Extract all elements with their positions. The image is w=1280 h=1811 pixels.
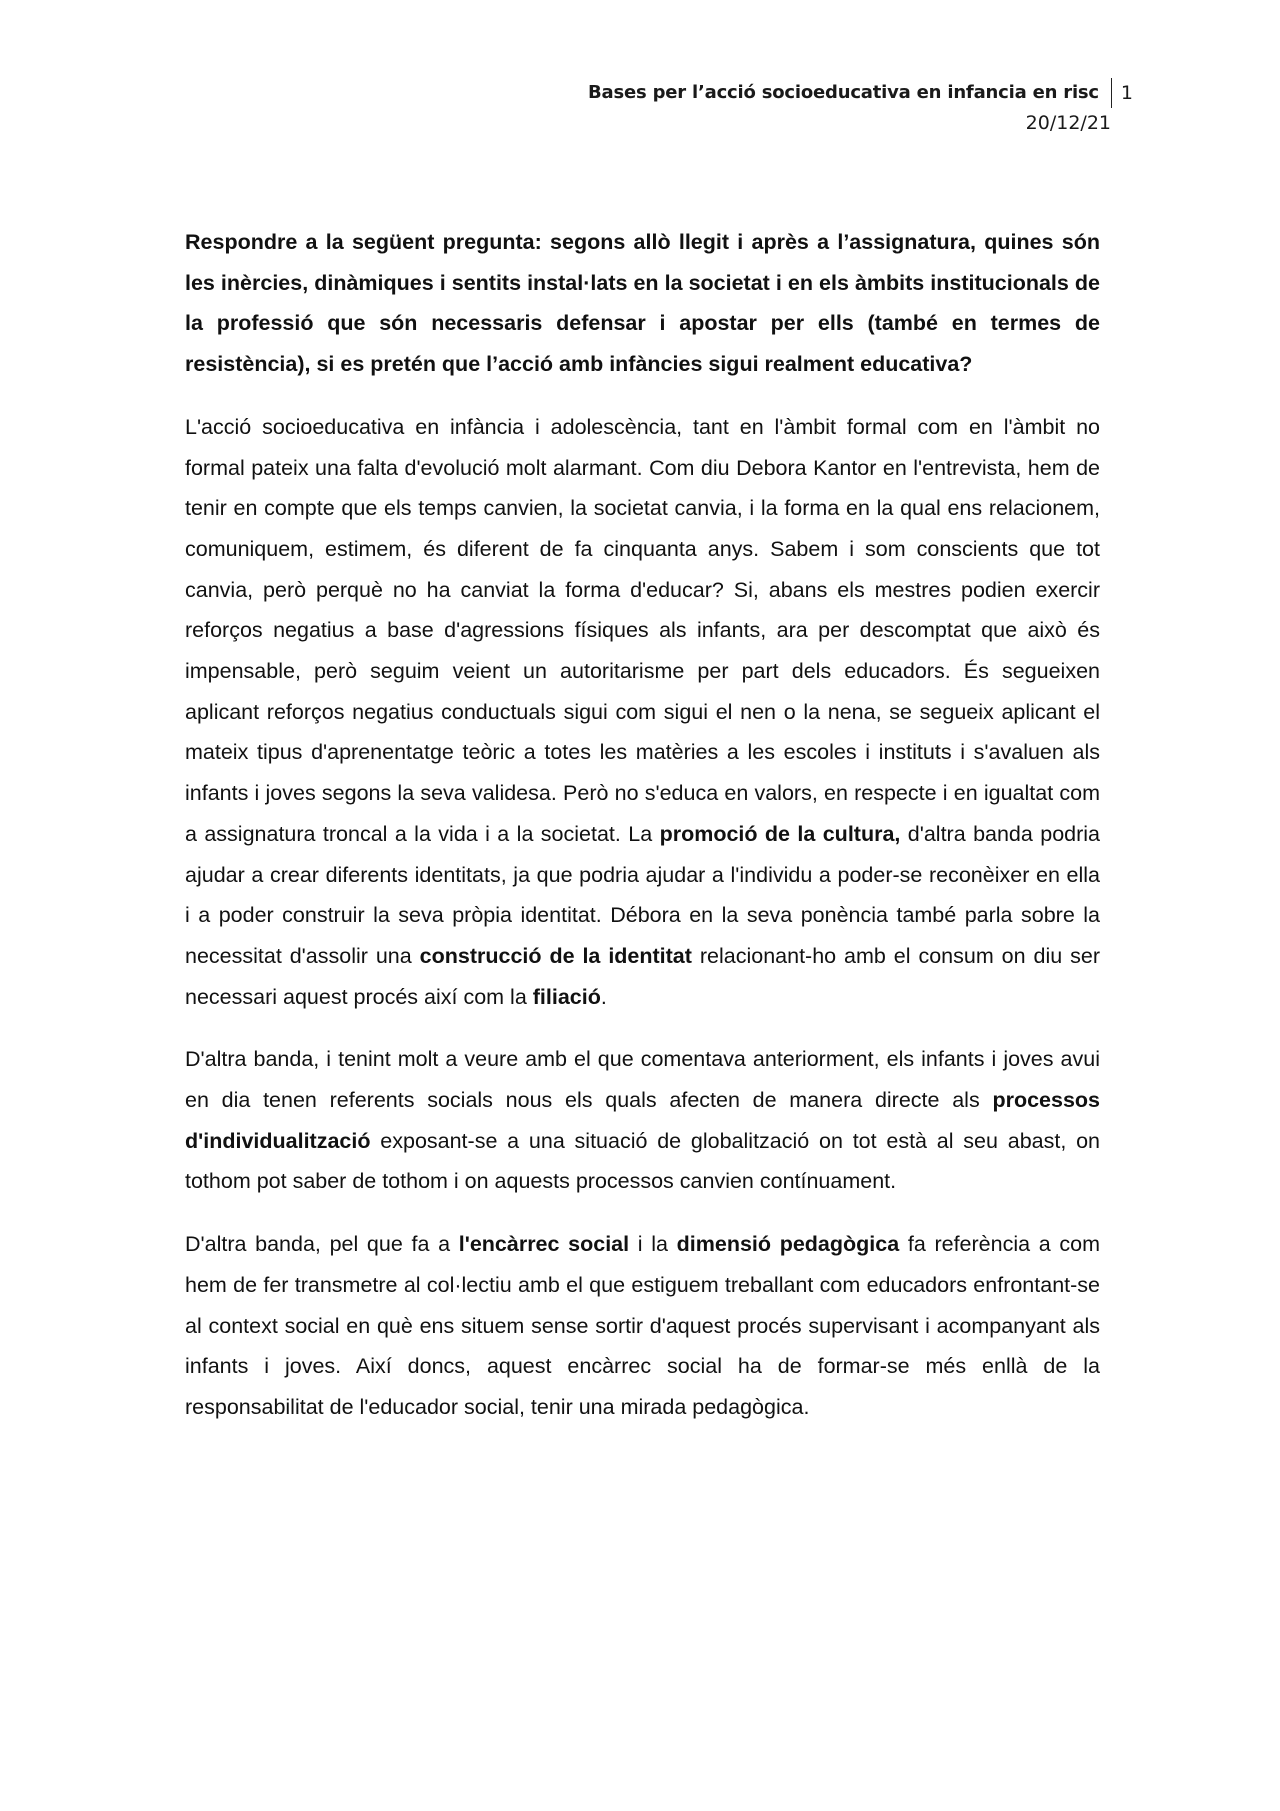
paragraph-2-bold-a: processos d'individualització xyxy=(185,1088,1100,1153)
paragraph-3-text-a: D'altra banda, pel que fa a xyxy=(185,1232,459,1257)
paragraph-3-bold-a: l'encàrrec social xyxy=(458,1232,630,1257)
paragraph-1-bold-c: filiació xyxy=(532,984,601,1009)
paragraph-2 xyxy=(185,1039,1100,1202)
paragraph-1-text-a: L'acció socioeducativa en infància i adolescència, tant en l'àmbit formal com en l'àmbit no formal pateix una falta d'evolució molt alarmant. Com diu Debora Kantor en l'entrevista, hem de tenir en compte que els temps canvien, la societat canvia, i la forma en la qual ens relacionem, comuniquem, estimem, és diferent de fa cinquanta anys. Sabem i som conscients que tot canvia, però perquè no ha canviat la forma d'educar? Si, abans els mestres podien exercir reforços negatius a base d'agressions físiques als infants, ara per descomptat que això és impensable, però seguim veient un autoritarisme per part dels educadors. És segueixen aplicant reforços negatius conductuals sigui com sigui el nen o la nena, se segueix aplicant el mateix tipus d'aprenentatge teòric a totes les matèries a les escoles i instituts i s'avaluen als infants i joves segons la seva validesa. Però no s'educa en valors, en respecte i en igualtat com a assignatura troncal a la vida i a la societat. La xyxy=(185,414,1100,846)
document-body xyxy=(185,222,1100,1450)
header-separator xyxy=(1111,78,1112,108)
paragraph-1-bold-a: promoció de la cultura, xyxy=(659,821,901,846)
paragraph-1-text-d: . xyxy=(600,984,607,1009)
page-header xyxy=(588,78,1133,138)
page-number: 1 xyxy=(1120,82,1133,104)
paragraph-1 xyxy=(185,407,1100,1018)
paragraph-2-text-b: exposant-se a una situació de globalització on tot està al seu abast, on tothom pot saber de tothom i on aquests processos canvien contínuament. xyxy=(185,1128,1100,1194)
paragraph-3-bold-b: dimensió pedagògica xyxy=(676,1232,900,1257)
paragraph-1-text-b: d'altra banda podria ajudar a crear diferents identitats, ja que podria ajudar a l'individu a poder-se reconèixer en ella i a poder construir la seva pròpia identitat. Débora en la seva ponència també parla sobre la necessitat d'assolir una xyxy=(185,821,1101,968)
paragraph-3 xyxy=(185,1224,1100,1428)
question-paragraph: Respondre a la següent pregunta: segons allò llegit i après a l’assignatura, quines són les inèrcies, dinàmiques i sentits instal·lats en la societat i en els àmbits institucionals de la professió que són necessaris defensar i apostar per ells (també en termes de resistència), si es pretén que l’acció amb infàncies sigui realment educativa? xyxy=(185,230,1100,377)
document-date: 20/12/21 xyxy=(1025,112,1111,134)
paragraph-2-text-a: D'altra banda, i tenint molt a veure amb el que comentava anteriorment, els infants i joves avui en dia tenen referents socials nous els quals afecten de manera directe als xyxy=(185,1047,1100,1113)
document-title: Bases per l’acció socioeducativa en infancia en risc xyxy=(588,82,1099,103)
header-row xyxy=(588,78,1133,108)
paragraph-1-bold-b: construcció de la identitat xyxy=(419,943,692,968)
paragraph-3-text-b: i la xyxy=(629,1232,677,1257)
paragraph-1-text-c: relacionant-ho amb el consum on diu ser necessari aquest procés així com la xyxy=(185,943,1100,1009)
paragraph-3-text-c: fa referència a com hem de fer transmetre al col·lectiu amb el que estiguem treballant com educadors enfrontant-se al context social en què ens situem sense sortir d'aquest procés supervisant i acompanyant als infants i joves. Així doncs, aquest encàrrec social ha de formar-se més enllà de la responsabilitat de l'educador social, tenir una mirada pedagògica. xyxy=(185,1232,1101,1419)
